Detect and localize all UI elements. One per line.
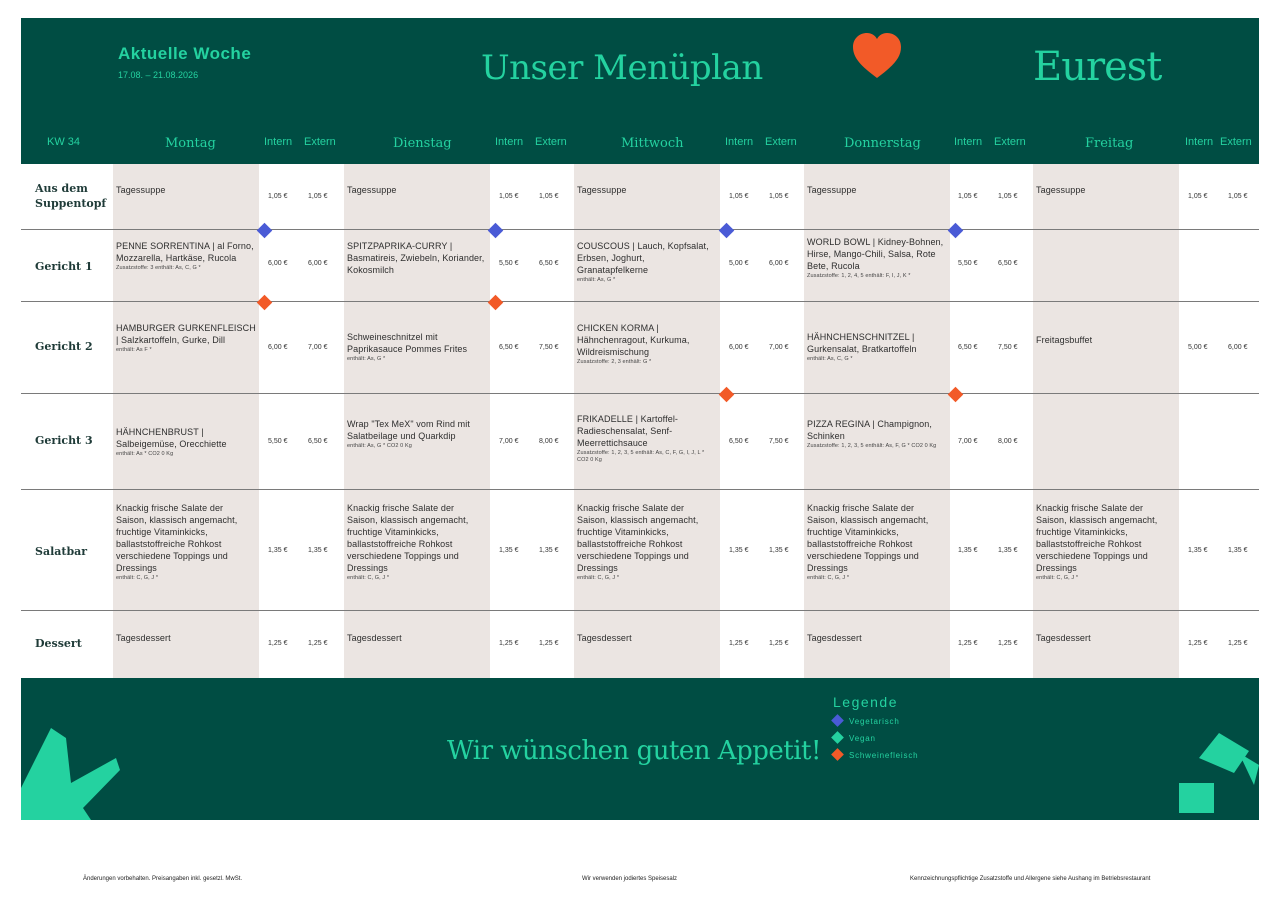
- price-extern: 1,05 €: [308, 193, 328, 200]
- price-intern: 1,05 €: [958, 193, 978, 200]
- price-extern: 1,25 €: [769, 640, 789, 647]
- additives-note: enthält: C, G, J *: [1036, 575, 1079, 581]
- price-extern: 1,05 €: [769, 193, 789, 200]
- row-divider: [21, 393, 1259, 394]
- menu-item-do-soup: [807, 184, 947, 196]
- day-header-monday: Montag: [165, 136, 216, 151]
- page-title: Unser Menüplan: [481, 48, 763, 88]
- price-intern: 5,00 €: [1188, 344, 1208, 351]
- brand-logo: Eurest: [1033, 44, 1162, 90]
- dish-name: Freitagsbuffet: [1036, 335, 1093, 345]
- footnote-right: Kennzeichnungspflichtige Zusatzstoffe und Allergene siehe Aushang im Betriebsrestaurant: [910, 876, 1151, 882]
- price-intern: 1,35 €: [729, 547, 749, 554]
- footnote-left: Änderungen vorbehalten. Preisangaben inkl. gesetzl. MwSt.: [83, 876, 243, 882]
- price-intern: 6,00 €: [268, 344, 288, 351]
- menu-item-do-salad: [807, 502, 947, 582]
- intern-header: Intern: [495, 136, 524, 148]
- footer-band: [21, 678, 1259, 820]
- menu-item-di-soup: [347, 184, 487, 196]
- price-intern: 1,25 €: [729, 640, 749, 647]
- dish-name: Tagessuppe: [347, 185, 397, 195]
- price-intern: 6,50 €: [499, 344, 519, 351]
- additives-note: Zusatzstoffe: 3 enthält: As, C, G *: [116, 265, 201, 271]
- menu-item-mi-g2: [577, 322, 717, 366]
- pork-marker-icon: [488, 295, 504, 311]
- menu-item-mo-salad: [116, 502, 256, 582]
- menu-item-mo-g3: [116, 426, 256, 458]
- row-label-dish3: Gericht 3: [35, 434, 93, 447]
- heart-icon: [851, 32, 903, 80]
- price-extern: 1,35 €: [539, 547, 559, 554]
- price-extern: 7,00 €: [308, 344, 328, 351]
- additives-note: enthält: C, G, J *: [116, 575, 159, 581]
- price-intern: 1,35 €: [499, 547, 519, 554]
- dish-name: Tagesdessert: [1036, 633, 1091, 643]
- dish-name: Tagesdessert: [577, 633, 632, 643]
- additives-note: enthält: As, C, G *: [807, 356, 853, 362]
- intern-header: Intern: [725, 136, 754, 148]
- row-divider: [21, 610, 1259, 611]
- price-extern: 6,50 €: [308, 438, 328, 445]
- price-extern: 1,05 €: [998, 193, 1018, 200]
- price-intern: 1,35 €: [268, 547, 288, 554]
- price-extern: 7,50 €: [539, 344, 559, 351]
- row-label-dish2: Gericht 2: [35, 340, 93, 353]
- week-number: KW 34: [47, 136, 81, 148]
- footnote-center: Wir verwenden jodiertes Speisesalz: [582, 876, 678, 882]
- additives-note: enthält: As, G *: [577, 277, 616, 283]
- menu-item-mi-soup: [577, 184, 717, 196]
- menu-item-di-salad: [347, 502, 487, 582]
- price-extern: 1,05 €: [1228, 193, 1248, 200]
- price-extern: 1,35 €: [308, 547, 328, 554]
- price-extern: 1,35 €: [769, 547, 789, 554]
- day-header-wednesday: Mittwoch: [621, 136, 684, 151]
- menu-item-mi-g1: [577, 240, 717, 284]
- menu-item-fr-dessert: [1036, 632, 1176, 644]
- additives-note: enthält: As F *: [116, 347, 152, 353]
- column-bg-friday: [1033, 164, 1179, 678]
- row-divider: [21, 301, 1259, 302]
- week-title: Aktuelle Woche: [118, 44, 252, 63]
- dish-name: Knackig frische Salate der Saison, klassisch angemacht, fruchtige Vitaminkicks, ballaststoffreiche Rohkost verschiedene Toppings und Dressings: [807, 503, 929, 573]
- dish-name: Knackig frische Salate der Saison, klassisch angemacht, fruchtige Vitaminkicks, ballaststoffreiche Rohkost verschiedene Toppings und Dressings: [1036, 503, 1158, 573]
- additives-note: enthält: C, G, J *: [347, 575, 390, 581]
- dish-name: Tagessuppe: [807, 185, 857, 195]
- price-intern: 1,25 €: [268, 640, 288, 647]
- extern-header: Extern: [1220, 136, 1252, 148]
- menu-item-do-g1: [807, 236, 947, 280]
- price-extern: 1,25 €: [1228, 640, 1248, 647]
- menu-item-do-g2: [807, 331, 947, 363]
- dish-name: PIZZA REGINA | Champignon, Schinken: [807, 419, 932, 441]
- price-intern: 5,50 €: [268, 438, 288, 445]
- vegan-marker-icon: [831, 731, 844, 744]
- closing-message: Wir wünschen guten Appetit!: [447, 736, 821, 766]
- price-intern: 6,50 €: [958, 344, 978, 351]
- extern-header: Extern: [994, 136, 1026, 148]
- price-intern: 7,00 €: [958, 438, 978, 445]
- dish-name: Tagesdessert: [347, 633, 402, 643]
- row-label-soup: Aus dem Suppentopf: [35, 182, 107, 210]
- row-label-dish1: Gericht 1: [35, 260, 93, 273]
- dish-name: Schweineschnitzel mit Paprikasauce Pommes Frites: [347, 332, 468, 354]
- price-intern: 5,00 €: [729, 260, 749, 267]
- row-divider: [21, 489, 1259, 490]
- price-extern: 1,25 €: [308, 640, 328, 647]
- menu-item-mi-salad: [577, 502, 717, 582]
- price-extern: 7,50 €: [769, 438, 789, 445]
- price-intern: 1,25 €: [1188, 640, 1208, 647]
- intern-header: Intern: [954, 136, 983, 148]
- pork-marker-icon: [257, 295, 273, 311]
- price-extern: 7,50 €: [998, 344, 1018, 351]
- dish-name: Knackig frische Salate der Saison, klassisch angemacht, fruchtige Vitaminkicks, ballaststoffreiche Rohkost verschiedene Toppings und Dressings: [347, 503, 469, 573]
- price-intern: 5,50 €: [958, 260, 978, 267]
- price-extern: 1,05 €: [539, 193, 559, 200]
- intern-header: Intern: [264, 136, 293, 148]
- menu-item-mo-dessert: [116, 632, 256, 644]
- price-intern: 6,00 €: [268, 260, 288, 267]
- dish-name: Knackig frische Salate der Saison, klassisch angemacht, fruchtige Vitaminkicks, ballaststoffreiche Rohkost verschiedene Toppings und Dressings: [577, 503, 699, 573]
- menu-item-di-dessert: [347, 632, 487, 644]
- dish-name: Tagessuppe: [116, 185, 166, 195]
- decorative-shape-left-icon: [21, 728, 121, 820]
- price-extern: 1,25 €: [539, 640, 559, 647]
- menu-item-do-dessert: [807, 632, 947, 644]
- additives-note: enthält: As, G * CO2 0 Kg: [347, 443, 412, 449]
- row-label-salad: Salatbar: [35, 545, 88, 558]
- menu-item-mi-dessert: [577, 632, 717, 644]
- intern-header: Intern: [1185, 136, 1214, 148]
- menu-table: [21, 164, 1259, 678]
- dish-name: COUSCOUS | Lauch, Kopfsalat, Erbsen, Joghurt, Granatapfelkerne: [577, 241, 709, 275]
- extern-header: Extern: [304, 136, 336, 148]
- price-intern: 1,35 €: [1188, 547, 1208, 554]
- price-extern: 6,50 €: [998, 260, 1018, 267]
- additives-note: enthält: C, G, J *: [577, 575, 620, 581]
- extern-header: Extern: [535, 136, 567, 148]
- dish-name: FRIKADELLE | Kartoffel-Radieschensalat, Senf-Meerrettichsauce: [577, 414, 679, 448]
- additives-note: enthält: As, G *: [347, 356, 386, 362]
- menu-item-fr-g2: [1036, 334, 1176, 346]
- price-extern: 6,00 €: [308, 260, 328, 267]
- dish-name: PENNE SORRENTINA | al Forno, Mozzarella, Hartkäse, Rucola: [116, 241, 254, 263]
- pork-marker-icon: [719, 387, 735, 403]
- additives-note: Zusatzstoffe: 2, 3 enthält: G *: [577, 359, 652, 365]
- vegetarian-marker-icon: [257, 223, 273, 239]
- legend-label: Vegetarisch: [849, 717, 900, 726]
- legend-item-vegetarian: [833, 716, 900, 726]
- price-extern: 1,35 €: [1228, 547, 1248, 554]
- price-intern: 6,00 €: [729, 344, 749, 351]
- legend-item-vegan: [833, 733, 876, 743]
- day-header-tuesday: Dienstag: [393, 136, 452, 151]
- header: [21, 18, 1259, 164]
- price-extern: 8,00 €: [539, 438, 559, 445]
- dish-name: HAMBURGER GURKENFLEISCH | Salzkartoffeln, Gurke, Dill: [116, 323, 256, 345]
- dish-name: HÄHNCHENSCHNITZEL | Gurkensalat, Bratkartoffeln: [807, 332, 917, 354]
- dish-name: HÄHNCHENBRUST | Salbeigemüse, Orecchiette: [116, 427, 227, 449]
- additives-note: enthält: C, G, J *: [807, 575, 850, 581]
- menu-sheet: [21, 18, 1259, 820]
- day-header-thursday: Donnerstag: [844, 136, 921, 151]
- day-header-friday: Freitag: [1085, 136, 1134, 151]
- price-extern: 6,00 €: [1228, 344, 1248, 351]
- price-extern: 1,35 €: [998, 547, 1018, 554]
- additives-note: Zusatzstoffe: 1, 2, 3, 5 enthält: As, C, F, G, I, J, L * CO2 0 Kg: [577, 450, 705, 463]
- price-intern: 5,50 €: [499, 260, 519, 267]
- menu-item-do-g3: [807, 418, 949, 450]
- row-divider: [21, 229, 1259, 230]
- week-dates: 17.08. – 21.08.2026: [118, 70, 199, 80]
- pork-marker-icon: [831, 748, 844, 761]
- pork-marker-icon: [948, 387, 964, 403]
- row-label-dessert: Dessert: [35, 637, 82, 650]
- dish-name: Tagesdessert: [116, 633, 171, 643]
- extern-header: Extern: [765, 136, 797, 148]
- decorative-shape-right-icon: [1179, 733, 1259, 820]
- dish-name: Knackig frische Salate der Saison, klassisch angemacht, fruchtige Vitaminkicks, ballaststoffreiche Rohkost verschiedene Toppings und Dressings: [116, 503, 238, 573]
- additives-note: enthält: As * CO2 0 Kg: [116, 451, 174, 457]
- price-intern: 7,00 €: [499, 438, 519, 445]
- additives-note: Zusatzstoffe: 1, 2, 4, 5 enthält: F, I, J, K *: [807, 273, 911, 279]
- vegetarian-marker-icon: [719, 223, 735, 239]
- menu-item-di-g3: [347, 418, 487, 450]
- legend-item-pork: [833, 750, 918, 760]
- dish-name: Tagessuppe: [1036, 185, 1086, 195]
- dish-name: Tagesdessert: [807, 633, 862, 643]
- price-extern: 6,00 €: [769, 260, 789, 267]
- menu-item-di-g2: [347, 331, 493, 363]
- menu-item-mo-g1: [116, 240, 256, 272]
- legend-title: Legende: [833, 694, 899, 710]
- price-intern: 1,25 €: [499, 640, 519, 647]
- dish-name: Wrap "Tex MeX" vom Rind mit Salatbeilage und Quarkdip: [347, 419, 470, 441]
- legend-label: Schweinefleisch: [849, 751, 919, 760]
- dish-name: CHICKEN KORMA | Hähnchenragout, Kurkuma, Wildreismischung: [577, 323, 690, 357]
- price-intern: 1,25 €: [958, 640, 978, 647]
- price-intern: 1,05 €: [268, 193, 288, 200]
- price-intern: 1,35 €: [958, 547, 978, 554]
- price-extern: 6,50 €: [539, 260, 559, 267]
- dish-name: SPITZPAPRIKA-CURRY | Basmatireis, Zwiebeln, Koriander, Kokosmilch: [347, 241, 485, 275]
- menu-item-fr-salad: [1036, 502, 1176, 582]
- price-intern: 1,05 €: [1188, 193, 1208, 200]
- menu-item-fr-soup: [1036, 184, 1176, 196]
- price-intern: 6,50 €: [729, 438, 749, 445]
- menu-item-di-g1: [347, 240, 487, 276]
- menu-item-mo-g2: [116, 322, 256, 354]
- vegetarian-marker-icon: [488, 223, 504, 239]
- dish-name: Tagessuppe: [577, 185, 627, 195]
- price-extern: 7,00 €: [769, 344, 789, 351]
- legend-label: Vegan: [849, 734, 876, 743]
- additives-note: Zusatzstoffe: 1, 2, 3, 5 enthält: As, F, G * CO2 0 Kg: [807, 443, 937, 449]
- menu-item-mi-g3: [577, 413, 717, 464]
- menu-item-mo-soup: [116, 184, 256, 196]
- price-intern: 1,05 €: [499, 193, 519, 200]
- vegetarian-marker-icon: [831, 714, 844, 727]
- price-intern: 1,05 €: [729, 193, 749, 200]
- price-extern: 8,00 €: [998, 438, 1018, 445]
- vegetarian-marker-icon: [948, 223, 964, 239]
- dish-name: WORLD BOWL | Kidney-Bohnen, Hirse, Mango-Chili, Salsa, Rote Bete, Rucola: [807, 237, 944, 271]
- price-extern: 1,25 €: [998, 640, 1018, 647]
